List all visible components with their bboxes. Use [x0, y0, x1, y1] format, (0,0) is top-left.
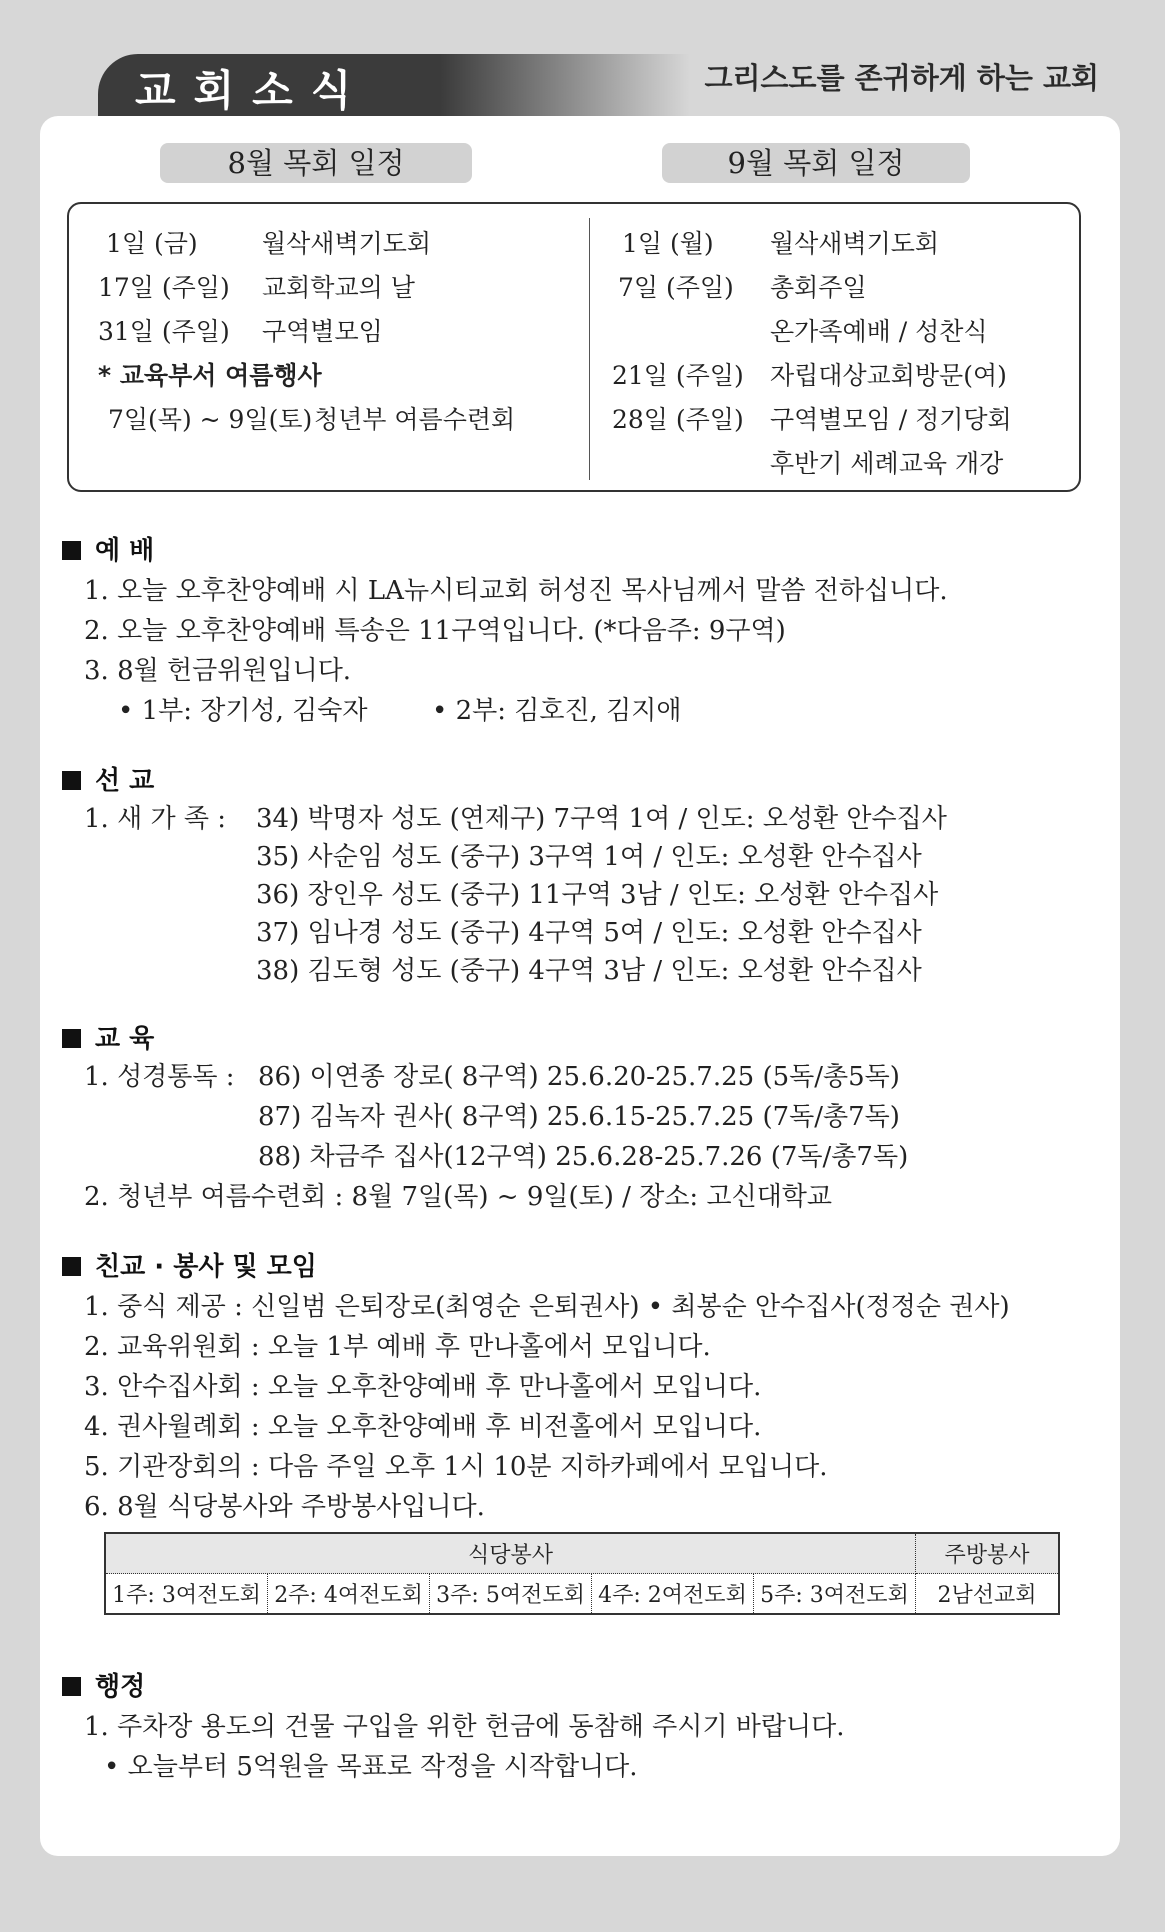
section-mission [62, 760, 154, 797]
admin-line: • 오늘부터 5억원을 목표로 작정을 시작합니다. [104, 1752, 638, 1782]
header-fade [440, 54, 690, 116]
page-title: 교회소식 [135, 66, 370, 115]
dining-cell: 3주: 5여전도회 [430, 1574, 592, 1615]
education-line: 2. 청년부 여름수련회 : 8월 7일(목) ~ 9일(토) / 장소: 고신대학교 [84, 1182, 833, 1212]
aug-event: 구역별모임 [262, 317, 383, 346]
sep-schedule-title: 9월 목회 일정 [662, 143, 970, 183]
aug-date: 17일 (주일) [98, 273, 230, 302]
service-table [104, 1532, 1060, 1615]
aug-date: 31일 (주일) [98, 317, 230, 346]
aug-event-heading: * 교육부서 여름행사 [98, 361, 322, 390]
mission-member: 36) 장인우 성도 (중구) 11구역 3남 / 인도: 오성환 안수집사 [256, 880, 939, 910]
square-bullet-icon [62, 1677, 81, 1696]
dining-cell: 4주: 2여전도회 [592, 1574, 754, 1615]
aug-event: 청년부 여름수련회 [314, 405, 516, 434]
schedule-divider [589, 218, 590, 480]
fellowship-line: 2. 교육위원회 : 오늘 1부 예배 후 만나홀에서 모입니다. [84, 1332, 711, 1362]
dining-cell: 2주: 4여전도회 [268, 1574, 430, 1615]
square-bullet-icon [62, 1029, 81, 1048]
section-title: 친교 · 봉사 및 모임 [95, 1252, 317, 1282]
section-title: 예 배 [95, 536, 155, 566]
section-education [62, 1018, 154, 1055]
square-bullet-icon [62, 1257, 81, 1276]
sep-event: 월삭새벽기도회 [770, 229, 940, 258]
section-fellowship [62, 1246, 317, 1283]
mission-member: 34) 박명자 성도 (연제구) 7구역 1여 / 인도: 오성환 안수집사 [256, 804, 947, 834]
square-bullet-icon [62, 541, 81, 560]
fellowship-line: 5. 기관장회의 : 다음 주일 오후 1시 10분 지하카페에서 모입니다. [84, 1452, 828, 1482]
education-label: 1. 성경통독 : [84, 1062, 235, 1092]
dining-cell: 5주: 3여전도회 [753, 1574, 915, 1615]
mission-member: 38) 김도형 성도 (중구) 4구역 3남 / 인도: 오성환 안수집사 [256, 956, 922, 986]
sep-event: 구역별모임 / 정기당회 [770, 405, 1012, 434]
aug-event: 월삭새벽기도회 [262, 229, 432, 258]
square-bullet-icon [62, 771, 81, 790]
education-reader: 88) 차금주 집사(12구역) 25.6.28-25.7.26 (7독/총7독) [258, 1142, 909, 1172]
sep-event: 후반기 세례교육 개강 [770, 449, 1004, 478]
sep-date: 7일 (주일) [618, 273, 734, 302]
fellowship-line: 4. 권사월례회 : 오늘 오후찬양예배 후 비전홀에서 모입니다. [84, 1412, 762, 1442]
worship-line: • 2부: 김호진, 김지애 [432, 696, 682, 726]
mission-label: 1. 새 가 족 : [84, 804, 226, 834]
aug-date: 7일(목) ~ 9일(토) [108, 405, 313, 434]
aug-date: 1일 (금) [106, 229, 198, 258]
section-worship [62, 530, 154, 567]
aug-event: 교회학교의 날 [262, 273, 415, 302]
worship-line: 2. 오늘 오후찬양예배 특송은 11구역입니다. (*다음주: 9구역) [84, 616, 786, 646]
admin-line: 1. 주차장 용도의 건물 구입을 위한 헌금에 동참해 주시기 바랍니다. [84, 1712, 845, 1742]
education-reader: 87) 김녹자 권사( 8구역) 25.6.15-25.7.25 (7독/총7독) [258, 1102, 900, 1132]
sep-event: 자립대상교회방문(여) [770, 361, 1007, 390]
kitchen-cell: 2남선교회 [916, 1574, 1060, 1615]
aug-schedule-title: 8월 목회 일정 [160, 143, 472, 183]
sep-event: 총회주일 [770, 273, 867, 302]
kitchen-header: 주방봉사 [916, 1533, 1060, 1574]
fellowship-line: 6. 8월 식당봉사와 주방봉사입니다. [84, 1492, 485, 1522]
worship-line: • 1부: 장기성, 김숙자 [118, 696, 368, 726]
worship-line: 3. 8월 헌금위원입니다. [84, 656, 352, 686]
mission-member: 35) 사순임 성도 (중구) 3구역 1여 / 인도: 오성환 안수집사 [256, 842, 922, 872]
dining-cell: 1주: 3여전도회 [105, 1574, 268, 1615]
fellowship-line: 3. 안수집사회 : 오늘 오후찬양예배 후 만나홀에서 모입니다. [84, 1372, 762, 1402]
worship-line: 1. 오늘 오후찬양예배 시 LA뉴시티교회 허성진 목사님께서 말씀 전하십니다. [84, 576, 948, 606]
sep-event: 온가족예배 / 성찬식 [770, 317, 988, 346]
sep-date: 1일 (월) [622, 229, 714, 258]
mission-member: 37) 임나경 성도 (중구) 4구역 5여 / 인도: 오성환 안수집사 [256, 918, 922, 948]
section-title: 선 교 [95, 766, 155, 796]
section-title: 행정 [95, 1672, 146, 1702]
fellowship-line: 1. 중식 제공 : 신일범 은퇴장로(최영순 은퇴권사) • 최봉순 안수집사(정정순 권사) [84, 1292, 1010, 1322]
sep-date: 21일 (주일) [612, 361, 744, 390]
dining-header: 식당봉사 [105, 1533, 916, 1574]
education-reader: 86) 이연종 장로( 8구역) 25.6.20-25.7.25 (5독/총5독) [258, 1062, 900, 1092]
section-title: 교 육 [95, 1024, 155, 1054]
sep-date: 28일 (주일) [612, 405, 744, 434]
section-admin [62, 1666, 145, 1703]
church-slogan: 그리스도를 존귀하게 하는 교회 [704, 61, 1099, 95]
